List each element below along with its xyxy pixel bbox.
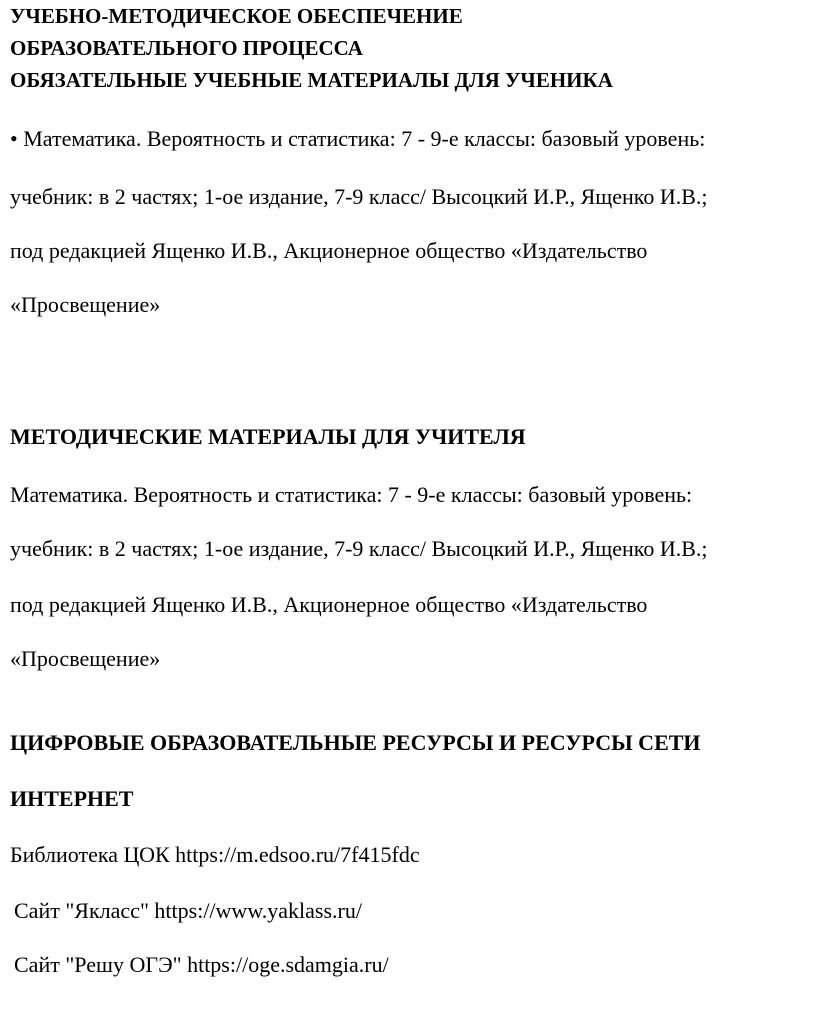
student-material-line: • Математика. Вероятность и статистика: 7 - 9-е классы: базовый уровень: xyxy=(10,126,706,151)
resource-label: Библиотека ЦОК xyxy=(10,842,170,867)
teacher-materials-heading: МЕТОДИЧЕСКИЕ МАТЕРИАЛЫ ДЛЯ УЧИТЕЛЯ xyxy=(10,424,526,449)
resource-link[interactable]: https://m.edsoo.ru/7f415fdc xyxy=(175,842,420,867)
student-materials-heading: ОБЯЗАТЕЛЬНЫЕ УЧЕБНЫЕ МАТЕРИАЛЫ ДЛЯ УЧЕНИКА xyxy=(10,68,613,92)
teacher-material-line: «Просвещение» xyxy=(10,646,161,671)
resource-item xyxy=(14,952,389,978)
student-material-line: «Просвещение» xyxy=(10,292,161,317)
teacher-material-line: Математика. Вероятность и статистика: 7 - 9-е классы: базовый уровень: xyxy=(10,482,693,507)
title-line-2: ОБРАЗОВАТЕЛЬНОГО ПРОЦЕССА xyxy=(10,36,363,60)
teacher-material-line: под редакцией Ященко И.В., Акционерное общество «Издательство xyxy=(10,592,648,617)
resource-item xyxy=(14,898,362,924)
resource-link[interactable]: https://oge.sdamgia.ru/ xyxy=(187,952,389,977)
student-material-line: учебник: в 2 частях; 1-ое издание, 7-9 класс/ Высоцкий И.Р., Ященко И.В.; xyxy=(10,184,708,209)
title-line-1: УЧЕБНО-МЕТОДИЧЕСКОЕ ОБЕСПЕЧЕНИЕ xyxy=(10,4,463,28)
resource-label: Сайт "Якласс" xyxy=(14,898,149,923)
student-material-line: под редакцией Ященко И.В., Акционерное общество «Издательство xyxy=(10,238,648,263)
digital-resources-heading: ЦИФРОВЫЕ ОБРАЗОВАТЕЛЬНЫЕ РЕСУРСЫ И РЕСУРСЫ СЕТИ xyxy=(10,730,701,755)
digital-resources-heading-cont: ИНТЕРНЕТ xyxy=(10,786,134,811)
resource-item xyxy=(10,842,420,868)
teacher-material-line: учебник: в 2 частях; 1-ое издание, 7-9 класс/ Высоцкий И.Р., Ященко И.В.; xyxy=(10,536,708,561)
resource-link[interactable]: https://www.yaklass.ru/ xyxy=(154,898,362,923)
resource-label: Сайт "Решу ОГЭ" xyxy=(14,952,182,977)
